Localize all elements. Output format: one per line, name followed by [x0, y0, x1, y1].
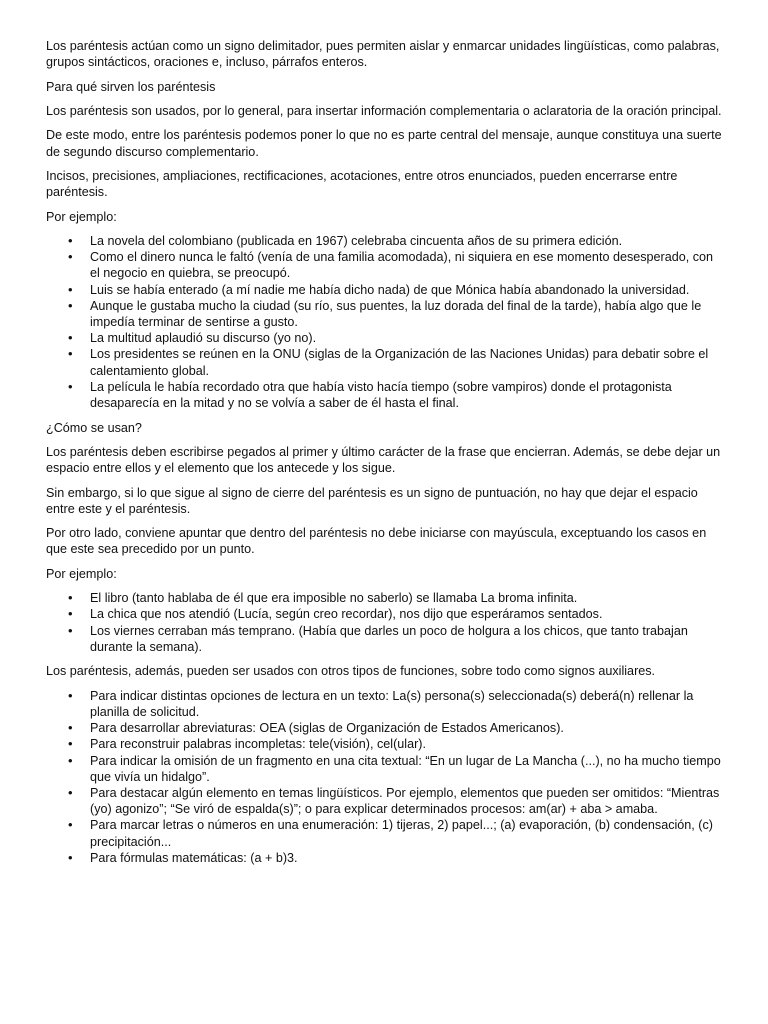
list-item: • Para reconstruir palabras incompletas: tele(visión), cel(ular).: [46, 736, 726, 752]
list-item: • Para destacar algún elemento en temas lingüísticos. Por ejemplo, elementos que pueden ser omitidos: “Mientras (yo) agonizo”; “Se viró de espalda(s)”; o para explicar determinados procesos: am(ar) + aba > amaba.: [46, 785, 726, 817]
list-item: • La chica que nos atendió (Lucía, según creo recordar), nos dijo que esperáramos sentados.: [46, 606, 726, 622]
list-item: • La multitud aplaudió su discurso (yo no).: [46, 330, 726, 346]
how-paragraph-1: Los paréntesis deben escribirse pegados al primer y último carácter de la frase que encierran. Además, se debe dejar un espacio entre ellos y el elemento que los antecede y los sigue.: [46, 444, 721, 476]
section-heading-how: ¿Cómo se usan?: [46, 420, 142, 435]
section-heading-uses: Para qué sirven los paréntesis: [46, 79, 216, 94]
uses-paragraph-3: Incisos, precisiones, ampliaciones, rectificaciones, acotaciones, entre otros enunciados, pueden encerrarse entre paréntesis.: [46, 168, 678, 200]
list-item: • Para desarrollar abreviaturas: OEA (siglas de Organización de Estados Americanos).: [46, 720, 726, 736]
list-item: • El libro (tanto hablaba de él que era imposible no saberlo) se llamaba La broma infinita.: [46, 590, 726, 606]
other-uses-list: [46, 688, 726, 866]
how-paragraph-2: Sin embargo, si lo que sigue al signo de cierre del paréntesis es un signo de puntuación, no hay que dejar el espacio entre este y el paréntesis.: [46, 485, 698, 516]
list-item: • Para indicar distintas opciones de lectura en un texto: La(s) persona(s) seleccionada(s) deberá(n) rellenar la planilla de solicitud.: [46, 688, 726, 720]
example-label-1: Por ejemplo:: [46, 209, 117, 224]
list-item: • Como el dinero nunca le faltó (venía de una familia acomodada), ni siquiera en ese momento desesperado, con el negocio en quiebra, se preocupó.: [46, 249, 726, 281]
examples-list-1: [46, 233, 726, 411]
list-item: • La película le había recordado otra que había visto hacía tiempo (sobre vampiros) donde el protagonista desaparecía en la mitad y no se volvía a saber de él hasta el final.: [46, 379, 726, 411]
how-paragraph-3: Por otro lado, conviene apuntar que dentro del paréntesis no debe iniciarse con mayúscula, exceptuando los casos en que este sea precedido por un punto.: [46, 526, 707, 557]
list-item: • Los presidentes se reúnen en la ONU (siglas de la Organización de las Naciones Unidas) para debatir sobre el calentamiento global.: [46, 346, 726, 378]
example-label-2: Por ejemplo:: [46, 566, 117, 581]
list-item: • Para marcar letras o números en una enumeración: 1) tijeras, 2) papel...; (a) evaporación, (b) condensación, (c) precipitación...: [46, 817, 726, 849]
list-item: • Los viernes cerraban más temprano. (Había que darles un poco de holgura a los chicos, que tanto trabajan durante la semana).: [46, 623, 726, 655]
other-uses-intro: Los paréntesis, además, pueden ser usados con otros tipos de funciones, sobre todo como signos auxiliares.: [46, 664, 656, 679]
uses-paragraph-1: Los paréntesis son usados, por lo general, para insertar información complementaria o aclaratoria de la oración principal.: [46, 103, 722, 118]
examples-list-2: [46, 590, 726, 655]
uses-paragraph-2: De este modo, entre los paréntesis podemos poner lo que no es parte central del mensaje, aunque constituya una suerte de segundo discurso complementario.: [46, 128, 722, 159]
list-item: • La novela del colombiano (publicada en 1967) celebraba cincuenta años de su primera edición.: [46, 233, 726, 249]
list-item: • Luis se había enterado (a mí nadie me había dicho nada) de que Mónica había abandonado la universidad.: [46, 282, 726, 298]
list-item: • Para fórmulas matemáticas: (a + b)3.: [46, 850, 726, 866]
list-item: • Para indicar la omisión de un fragmento en una cita textual: “En un lugar de La Mancha (...), no ha mucho tiempo que vivía un hidalgo”.: [46, 753, 726, 785]
document-page: [46, 38, 726, 874]
intro-paragraph: Los paréntesis actúan como un signo delimitador, pues permiten aislar y enmarcar unidades lingüísticas, como palabras, grupos sintácticos, oraciones e, incluso, párrafos enteros.: [46, 39, 720, 70]
list-item: • Aunque le gustaba mucho la ciudad (su río, sus puentes, la luz dorada del final de la tarde), había algo que le impedía terminar de sentirse a gusto.: [46, 298, 726, 330]
